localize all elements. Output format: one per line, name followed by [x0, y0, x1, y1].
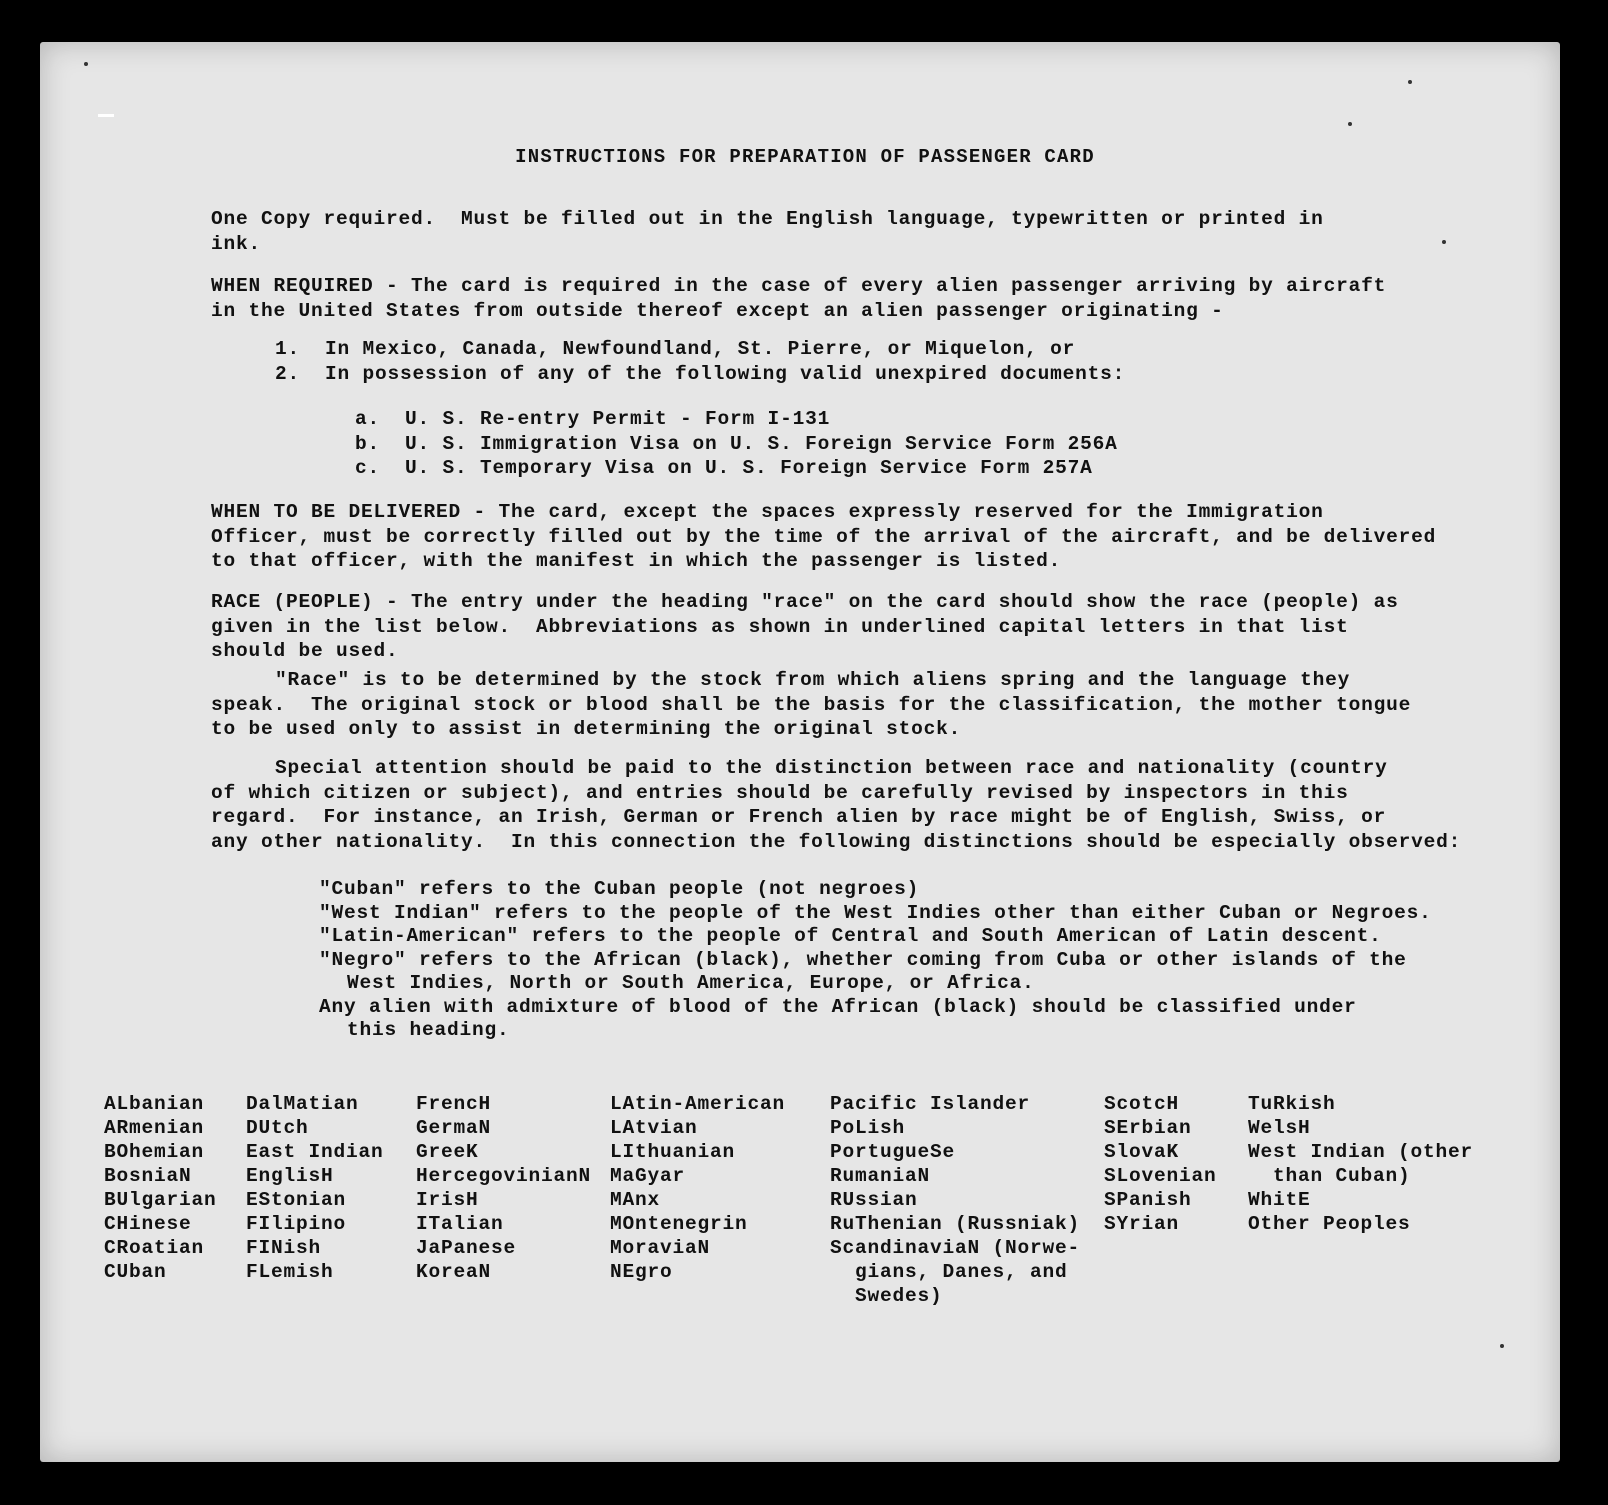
race-item: FrencH [416, 1093, 492, 1115]
distinction-item: "West Indian" refers to the people of the West Indies other than either Cuban or Negroes. [319, 901, 1432, 924]
race-item: WhitE [1248, 1189, 1311, 1211]
documents-list [211, 407, 1541, 481]
race-item: HercegovinianN [416, 1165, 592, 1187]
race-column-3 [416, 1092, 591, 1284]
race-item: GermaN [416, 1117, 492, 1139]
race-item: EnglisH [246, 1165, 334, 1187]
race-item: ITalian [416, 1213, 504, 1235]
race-column-4 [610, 1092, 785, 1284]
race-item: CRoatian [104, 1237, 205, 1259]
list-item: 2. In possession of any of the following valid unexpired documents: [275, 362, 1126, 385]
text-line: RACE (PEOPLE) - The entry under the heading "race" on the card should show the race (people) as [211, 591, 1399, 613]
text-line: WHEN TO BE DELIVERED - The card, except the spaces expressly reserved for the Immigration [211, 501, 1324, 523]
race-item: PortugueSe [830, 1141, 956, 1163]
text-line: of which citizen or subject), and entries should be carefully revised by inspectors in this [211, 781, 1349, 804]
race-item: LAtvian [610, 1117, 698, 1139]
text-line: speak. The original stock or blood shall be the basis for the classification, the mother tongue [211, 693, 1412, 716]
race-item: JaPanese [416, 1237, 517, 1259]
race-item: TuRkish [1248, 1093, 1336, 1115]
list-item: b. U. S. Immigration Visa on U. S. Foreign Service Form 256A [355, 432, 1118, 455]
text-line: "Race" is to be determined by the stock from which aliens spring and the language they [275, 669, 1351, 691]
race-item: Swedes) [830, 1285, 943, 1307]
race-item: FIlipino [246, 1213, 347, 1235]
document-title: INSTRUCTIONS FOR PREPARATION OF PASSENGER CARD [515, 146, 1095, 168]
distinction-item-continued: West Indies, North or South America, Europe, or Africa. [347, 972, 1035, 994]
distinction-item: "Negro" refers to the African (black), whether coming from Cuba or other islands of the [319, 948, 1407, 971]
text-line: in the United States from outside thereof except an alien passenger originating - [211, 299, 1224, 322]
race-item: SYrian [1104, 1213, 1180, 1235]
admixture-note: Any alien with admixture of blood of the African (black) should be classified under [319, 995, 1357, 1018]
distinction-item: "Latin-American" refers to the people of Central and South American of Latin descent. [319, 925, 1382, 947]
race-item: NEgro [610, 1261, 673, 1283]
when-delivered-paragraph [211, 500, 1541, 574]
race-item: Pacific Islander [830, 1093, 1031, 1115]
race-column-2 [246, 1092, 384, 1284]
race-item: MaGyar [610, 1165, 686, 1187]
when-required-paragraph [211, 274, 1541, 323]
race-item: East Indian [246, 1141, 384, 1163]
paper-speck [1500, 1344, 1504, 1348]
race-item: BOhemian [104, 1141, 205, 1163]
text-line: WHEN REQUIRED - The card is required in the case of every alien passenger arriving by aircraft [211, 275, 1387, 297]
race-item: ALbanian [104, 1093, 205, 1115]
race-item: RuThenian (Russniak) [830, 1213, 1081, 1235]
race-item: EStonian [246, 1189, 347, 1211]
race-item: West Indian (other [1248, 1141, 1474, 1163]
race-column-5 [830, 1092, 1080, 1308]
race-item: BosniaN [104, 1165, 192, 1187]
race-item: than Cuban) [1248, 1165, 1411, 1187]
paper-speck [84, 62, 88, 66]
intro-paragraph [211, 207, 1541, 256]
race-item: IrisH [416, 1189, 479, 1211]
race-people-paragraph [211, 590, 1541, 664]
list-item: 1. In Mexico, Canada, Newfoundland, St. Pierre, or Miquelon, or [275, 338, 1076, 360]
paper-mark [98, 114, 114, 117]
paper-speck [1348, 122, 1352, 126]
text-line: One Copy required. Must be filled out in the English language, typewritten or printed in [211, 208, 1324, 230]
race-item: CHinese [104, 1213, 192, 1235]
race-item: Other Peoples [1248, 1213, 1411, 1235]
document-page [40, 42, 1560, 1462]
race-item: MAnx [610, 1189, 661, 1211]
race-item: MOntenegrin [610, 1213, 748, 1235]
race-item: PoLish [830, 1117, 906, 1139]
race-item: LIthuanian [610, 1141, 736, 1163]
race-item: gians, Danes, and [830, 1261, 1068, 1283]
paper-speck [1408, 80, 1412, 84]
text-line: ink. [211, 232, 262, 255]
race-item: RUssian [830, 1189, 918, 1211]
race-item: FINish [246, 1237, 322, 1259]
list-item: c. U. S. Temporary Visa on U. S. Foreign Service Form 257A [355, 457, 1093, 479]
race-item: LAtin-American [610, 1093, 786, 1115]
race-item: ARmenian [104, 1117, 205, 1139]
race-item: DalMatian [246, 1093, 359, 1115]
race-item: SPanish [1104, 1189, 1192, 1211]
list-item: a. U. S. Re-entry Permit - Form I-131 [355, 408, 831, 430]
text-line: Officer, must be correctly filled out by the time of the arrival of the aircraft, and be delivered [211, 525, 1437, 548]
text-line: regard. For instance, an Irish, German or French alien by race might be of English, Swiss, or [211, 806, 1387, 828]
text-line: to be used only to assist in determining the original stock. [211, 718, 962, 740]
race-item: CUban [104, 1261, 167, 1283]
race-item: ScandinaviaN (Norwe- [830, 1237, 1081, 1259]
race-item: SLovenian [1104, 1165, 1217, 1187]
race-definition-paragraph [211, 668, 1541, 742]
race-item: MoraviaN [610, 1237, 711, 1259]
exceptions-list [211, 337, 1541, 386]
race-item: ScotcH [1104, 1093, 1180, 1115]
distinction-item: "Cuban" refers to the Cuban people (not negroes) [319, 878, 920, 900]
race-item: FLemish [246, 1261, 334, 1283]
admixture-note-continued: this heading. [347, 1019, 510, 1041]
text-line: should be used. [211, 640, 399, 662]
special-attention-paragraph [211, 756, 1541, 854]
race-item: WelsH [1248, 1117, 1311, 1139]
race-item: KoreaN [416, 1261, 492, 1283]
race-item: SlovaK [1104, 1141, 1180, 1163]
race-item: BUlgarian [104, 1189, 217, 1211]
race-item: SErbian [1104, 1117, 1192, 1139]
text-line: given in the list below. Abbreviations as shown in underlined capital letters in that list [211, 615, 1349, 638]
race-column-1 [104, 1092, 217, 1284]
race-item: DUtch [246, 1117, 309, 1139]
text-line: any other nationality. In this connection the following distinctions should be especially observed: [211, 830, 1462, 853]
text-line: to that officer, with the manifest in which the passenger is listed. [211, 550, 1062, 572]
text-line: Special attention should be paid to the distinction between race and nationality (country [275, 757, 1388, 779]
race-item: GreeK [416, 1141, 479, 1163]
race-column-7 [1248, 1092, 1473, 1236]
race-item: RumaniaN [830, 1165, 931, 1187]
distinctions-list [211, 878, 1541, 1043]
race-column-6 [1104, 1092, 1217, 1236]
